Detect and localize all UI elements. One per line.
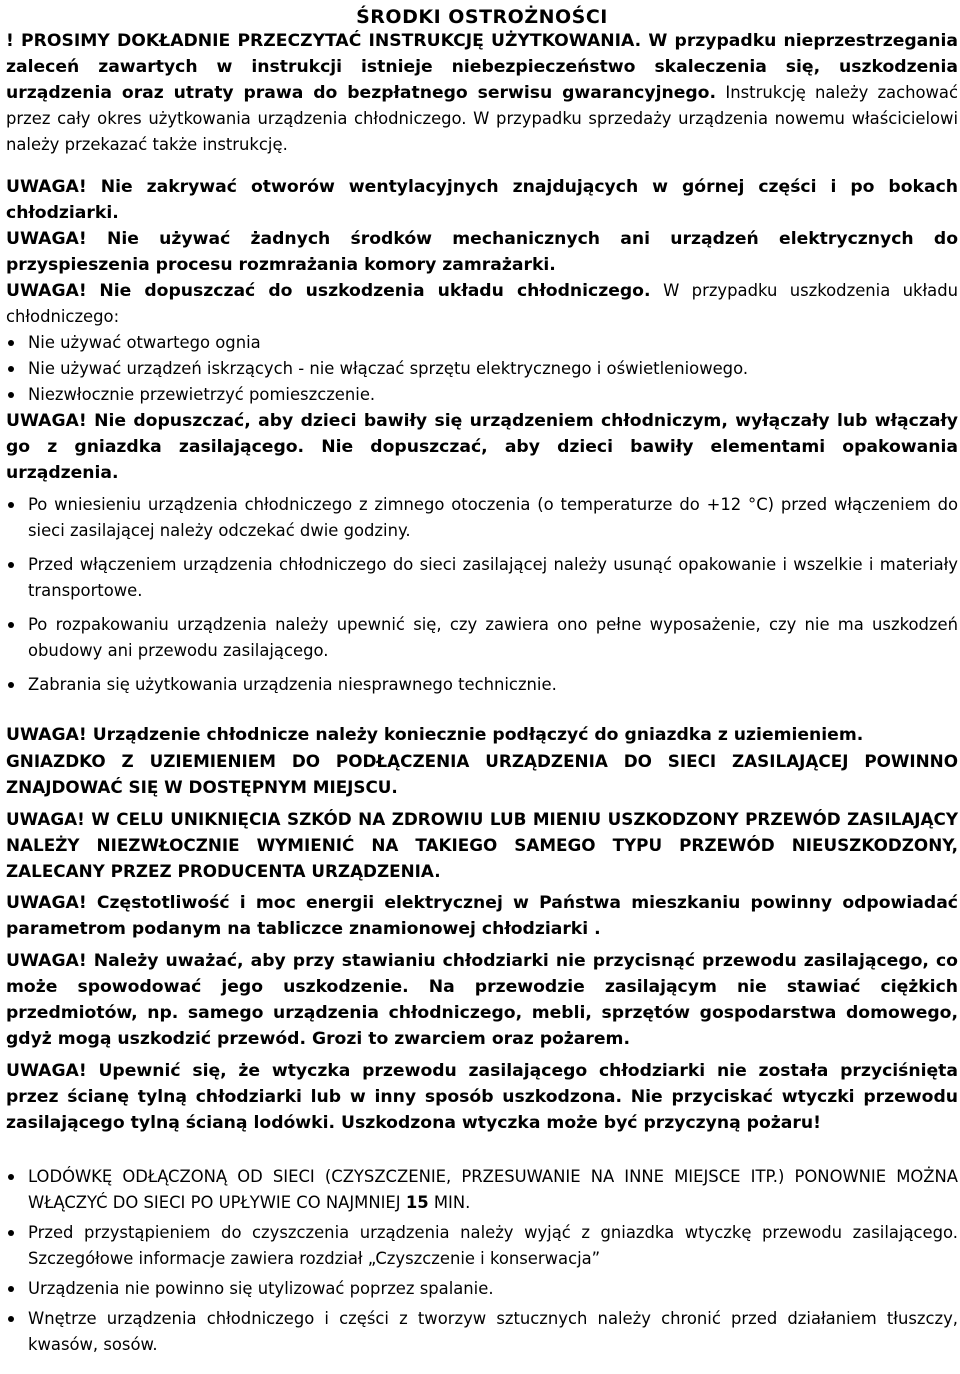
warning-label: UWAGA!: [6, 725, 87, 745]
document-page: [6, 0, 958, 1358]
page-title: ŚRODKI OSTROŻNOŚCI: [356, 6, 608, 28]
warning-power-cord: [6, 806, 958, 884]
list-item: Zabrania się użytkowania urządzenia niesprawnego technicznie.: [6, 672, 958, 698]
list-item: [6, 1164, 958, 1216]
list-item: Przed przystąpieniem do czyszczenia urządzenia należy wyjąć z gniazdka wtyczkę przewodu zasilającego. Szczegółowe informacje zawiera rozdział „Czyszczenie i konserwacja”: [6, 1220, 958, 1272]
disconnect-minutes: 15: [405, 1193, 429, 1212]
warning-text: Nie zakrywać otworów wentylacyjnych znajdujących w górnej części i po bokach chłodziarki.: [6, 177, 959, 223]
warning-cooling-system: [6, 278, 958, 330]
warning-label: UWAGA!: [6, 281, 87, 301]
warning-frequency: [6, 890, 958, 942]
list-item: Nie używać otwartego ognia: [6, 330, 958, 356]
disconnect-text: LODÓWKĘ ODŁĄCZONĄ OD SIECI (CZYSZCZENIE, PRZESUWANIE NA INNE MIEJSCE ITP.) PONOWNIE MOŻNA WŁĄCZYĆ DO SIECI PO UPŁYWIE CO NAJMNIEJ: [28, 1167, 958, 1212]
intro-paragraph: [6, 28, 958, 158]
warning-plug: [6, 1058, 958, 1136]
warning-text: W CELU UNIKNIĘCIA SZKÓD NA ZDROWIU LUB MIENIU USZKODZONY PRZEWÓD ZASILAJĄCY NALEŻY NIEZWŁOCZNIE WYMIENIĆ NA TAKIEGO SAMEGO TYPU PRZEWÓD NIEUSZKODZONY, ZALECANY PRZEZ PRODUCENTA URZĄDZENIA.: [6, 809, 959, 881]
warning-text: Nie używać żadnych środków mechanicznych ani urządzeń elektrycznych do przyspieszenia procesu rozmrażania komory zamrażarki.: [6, 229, 958, 275]
disconnect-unit: MIN.: [433, 1193, 471, 1212]
warning-label: UWAGA!: [6, 893, 87, 913]
warning-text: Urządzenie chłodnicze należy koniecznie podłączyć do gniazdka z uziemieniem.: [92, 725, 864, 745]
warning-children: [6, 408, 958, 486]
warning-text: Upewnić się, że wtyczka przewodu zasilającego chłodziarki nie została przyciśnięta przez ścianę tylną chłodziarki lub w inny sposób uszkodzona. Nie przyciskać wtyczki przewodu zasilającego tylną ścianą lodówki. Uszkodzona wtyczka może być przyczyną pożaru!: [6, 1061, 958, 1133]
warning-defrost: [6, 226, 958, 278]
cooling-damage-list: [6, 330, 958, 408]
list-item: Niezwłocznie przewietrzyć pomieszczenie.: [6, 382, 958, 408]
installation-list: [6, 492, 958, 698]
warning-label: UWAGA!: [6, 411, 87, 431]
warning-cord-placement: [6, 948, 958, 1052]
warning-text: Częstotliwość i moc energii elektrycznej w Państwa mieszkaniu powinny odpowiadać parametrom podanym na tabliczce znamionowej chłodziarki .: [6, 893, 958, 939]
warning-grounding: [6, 722, 958, 748]
list-item: Wnętrze urządzenia chłodniczego i części z tworzyw sztucznych należy chronić przed działaniem tłuszczy, kwasów, sosów.: [6, 1306, 958, 1358]
list-item: Po rozpakowaniu urządzenia należy upewnić się, czy zawiera ono pełne wyposażenie, czy nie ma uszkodzeń obudowy ani przewodu zasilającego.: [6, 612, 958, 664]
warning-normal-text: W przypadku uszkodzenia układu chłodniczego:: [6, 281, 958, 326]
warning-label: UWAGA!: [6, 951, 87, 971]
maintenance-list: [6, 1164, 958, 1358]
list-item: Przed włączeniem urządzenia chłodniczego do sieci zasilającej należy usunąć opakowanie i wszelkie i materiały transportowe.: [6, 552, 958, 604]
list-item: Nie używać urządzeń iskrzących - nie włączać sprzętu elektrycznego i oświetleniowego.: [6, 356, 958, 382]
warning-label: UWAGA!: [6, 177, 87, 197]
warning-vents: [6, 174, 958, 226]
warning-label: UWAGA!: [6, 809, 85, 829]
list-item: Urządzenia nie powinno się utylizować poprzez spalanie.: [6, 1276, 958, 1302]
list-item: Po wniesieniu urządzenia chłodniczego z zimnego otoczenia (o temperaturze do +12 °C) przed włączeniem do sieci zasilającej należy odczekać dwie godziny.: [6, 492, 958, 544]
warning-text: Należy uważać, aby przy stawianiu chłodziarki nie przycisnąć przewodu zasilającego, co może spowodować jego uszkodzenie. Na przewodzie zasilającym nie stawiać ciężkich przedmiotów, np. samego urządzenia chłodniczego, mebli, sprzętów gospodarstwa domowego, gdyż mogą uszkodzić przewód. Grozi to zwarciem oraz pożarem.: [6, 951, 958, 1049]
intro-normal-text: Instrukcję należy zachować przez cały okres użytkowania urządzenia chłodniczego. W przypadku sprzedaży urządzenia nowemu właścicielowi należy przekazać także instrukcję.: [6, 83, 958, 154]
grounding-socket-note: GNIAZDKO Z UZIEMIENIEM DO PODŁĄCZENIA URZĄDZENIA DO SIECI ZASILAJĄCEJ POWINNO ZNAJDOWAĆ SIĘ W DOSTĘPNYM MIEJSCU.: [6, 751, 958, 797]
warning-text: Nie dopuszczać do uszkodzenia układu chłodniczego.: [99, 281, 651, 301]
intro-bold-text: ! PROSIMY DOKŁADNIE PRZECZYTAĆ INSTRUKCJĘ UŻYTKOWANIA. W przypadku nieprzestrzegania zaleceń zawartych w instrukcji istnieje niebezpieczeństwo skaleczenia się, uszkodzenia urządzenia oraz utraty prawa do bezpłatnego serwisu gwarancyjnego.: [6, 31, 958, 103]
warning-label: UWAGA!: [6, 1061, 87, 1081]
warning-label: UWAGA!: [6, 229, 87, 249]
warning-text: Nie dopuszczać, aby dzieci bawiły się urządzeniem chłodniczym, wyłączały lub włączały go z gniazdka zasilającego. Nie dopuszczać, aby dzieci bawiły elementami opakowania urządzenia.: [6, 411, 959, 483]
